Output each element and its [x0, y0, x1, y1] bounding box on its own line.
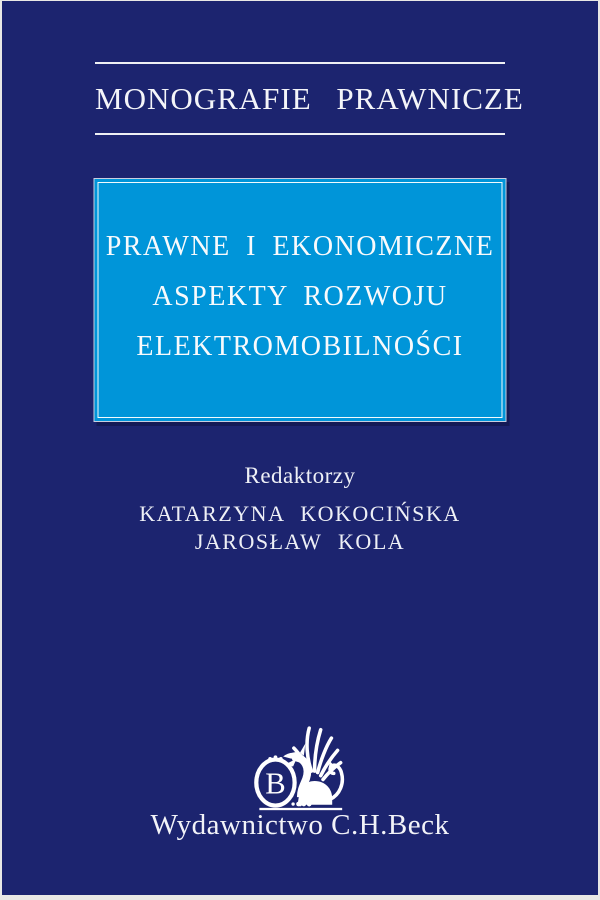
book-cover	[2, 1, 598, 895]
book-title-line: PRAWNE I EKONOMICZNE	[105, 231, 495, 262]
title-panel	[94, 178, 507, 422]
beck-griffin-logo-icon	[250, 722, 350, 814]
editor-name: KATARZYNA KOKOCIŃSKA	[139, 501, 461, 526]
editors-names	[2, 500, 598, 556]
book-title-line: ELEKTROMOBILNOŚCI	[136, 331, 464, 362]
series-title: MONOGRAFIE PRAWNICZE	[95, 81, 524, 116]
editors-label: Redaktorzy	[244, 463, 356, 488]
publisher-monogram: B	[265, 766, 286, 801]
book-title-line: ASPEKTY ROZWOJU	[152, 281, 448, 312]
title-panel-inner-border	[98, 182, 503, 418]
series-band	[95, 62, 524, 135]
publisher-name: Wydawnictwo C.H.Beck	[150, 809, 450, 841]
editor-name: JAROSŁAW KOLA	[194, 529, 406, 554]
publisher-logo	[250, 722, 350, 814]
